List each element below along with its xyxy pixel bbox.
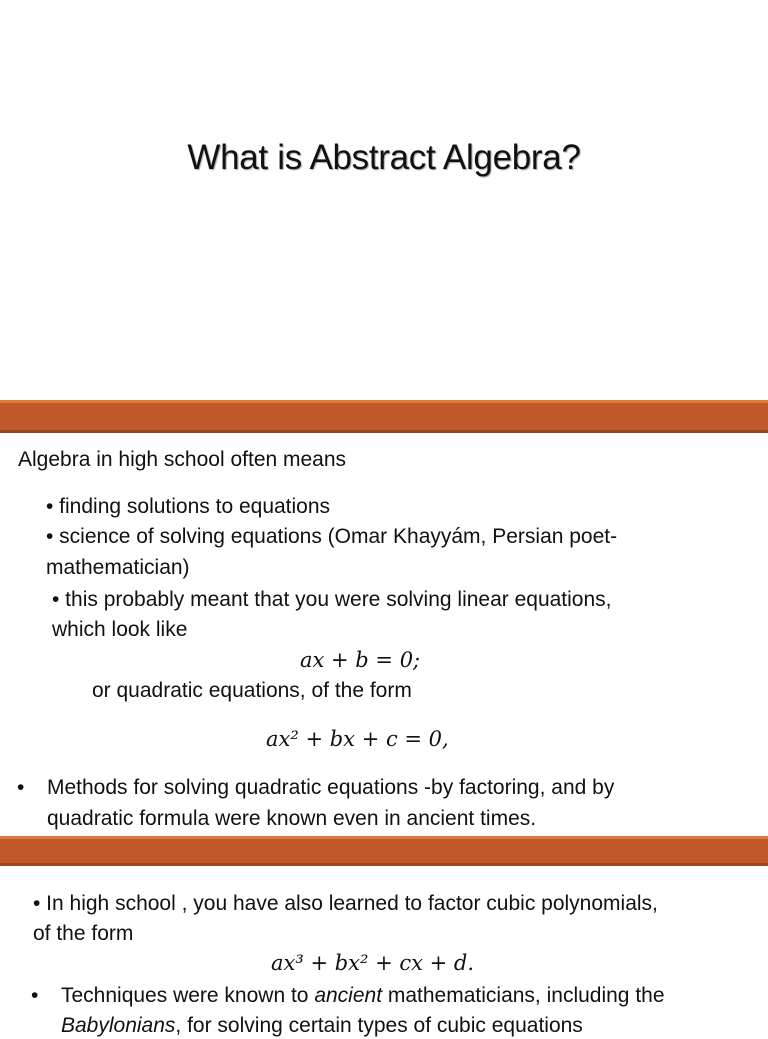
babylonians-em: Babylonians xyxy=(61,1014,176,1037)
bullet-techniques-line2 xyxy=(61,1013,583,1039)
techniques-em: ancient xyxy=(314,984,383,1007)
equation-linear-text: ax + b = 0; xyxy=(300,648,421,672)
equation-linear xyxy=(300,648,420,672)
bullet-dot: • xyxy=(31,984,39,1007)
equation-cubic xyxy=(271,951,474,975)
slide-divider-band xyxy=(0,400,768,433)
equation-quadratic-text: ax² + bx + c = 0, xyxy=(266,727,449,751)
bullet-methods-line1: Methods for solving quadratic equations -by factoring, and by xyxy=(47,776,615,799)
techniques-post: mathematicians, including the xyxy=(382,984,665,1007)
equation-cubic-text: ax³ + bx² + cx + d. xyxy=(271,951,475,975)
bullet-linear-line2: which look like xyxy=(52,618,188,641)
bullet-techniques-line1 xyxy=(61,983,665,1009)
bullet-science-line2: mathematician) xyxy=(46,556,190,579)
bullet-cubic-line2: of the form xyxy=(33,922,134,945)
slide-title: What is Abstract Algebra? xyxy=(187,138,581,177)
bullet-science-line1: • science of solving equations (Omar Khayyám, Persian poet- xyxy=(46,525,618,548)
bullet-methods-line2: quadratic formula were known even in ancient times. xyxy=(47,807,537,830)
bullet-finding-solutions: • finding solutions to equations xyxy=(46,495,331,518)
techniques-pre: Techniques were known to xyxy=(61,984,315,1007)
bullet-dot: • xyxy=(17,776,25,799)
slide-divider-band xyxy=(0,836,768,866)
equation-quadratic xyxy=(266,727,449,751)
intro-text: Algebra in high school often means xyxy=(18,448,347,471)
bullet-cubic-line1: • In high school , you have also learned to factor cubic polynomials, xyxy=(33,892,658,915)
bullet-linear-line1: • this probably meant that you were solving linear equations, xyxy=(52,588,612,611)
techniques-line2-rest: , for solving certain types of cubic equations xyxy=(175,1014,583,1037)
quadratic-intro: or quadratic equations, of the form xyxy=(92,679,412,702)
